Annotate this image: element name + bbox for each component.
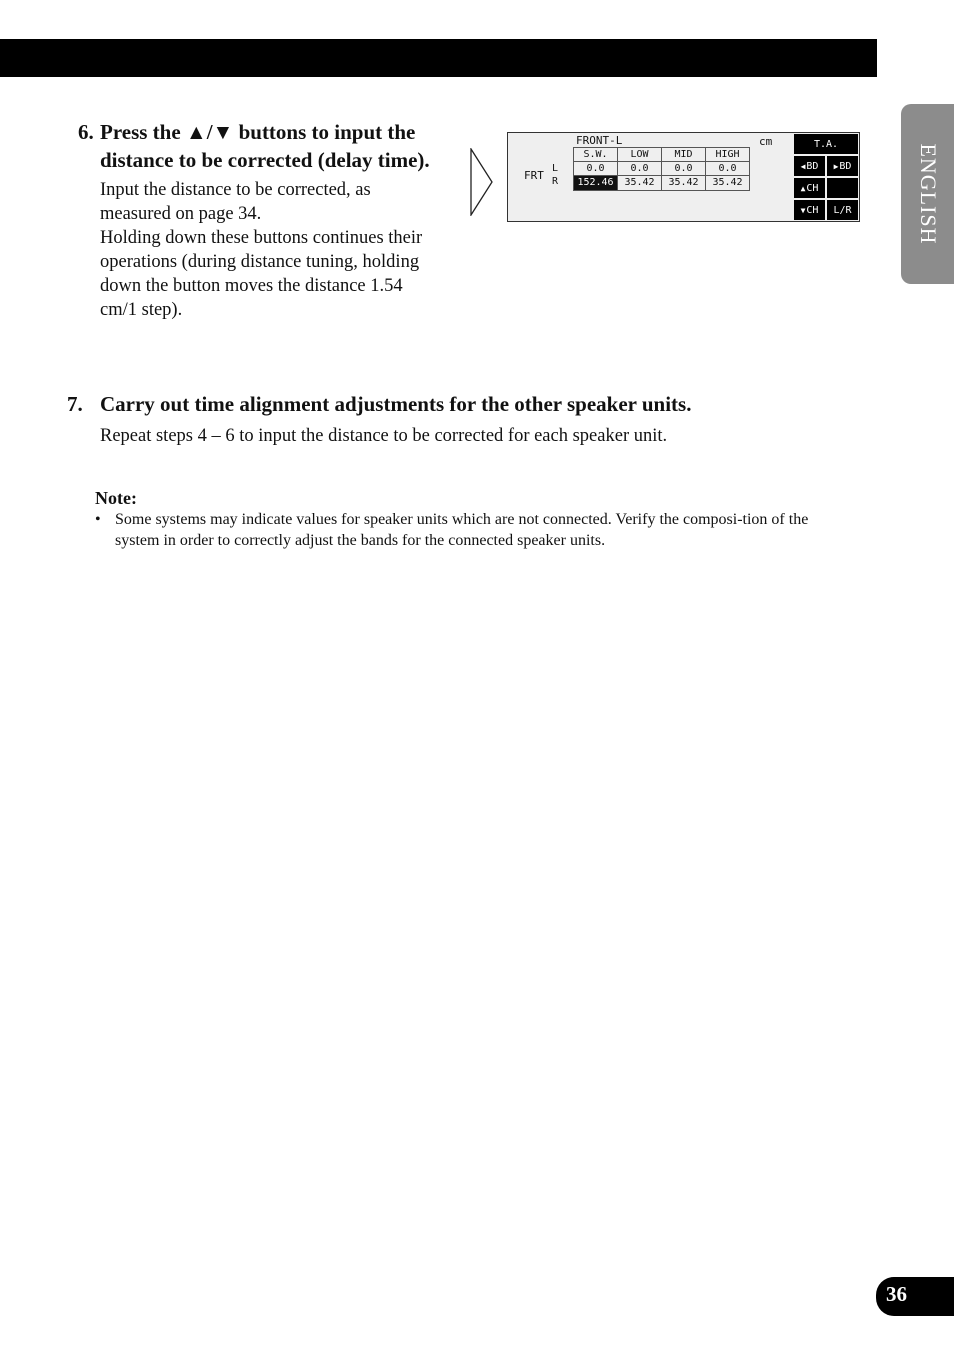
step-6 <box>78 118 438 322</box>
step-7-body: Repeat steps 4 – 6 to input the distance to be corrected for each speaker unit. <box>100 426 668 446</box>
display-row-label-r: R <box>552 176 559 187</box>
value-l-high: 0.0 <box>706 162 750 176</box>
blank-button <box>827 178 858 198</box>
column-header-sw: S.W. <box>574 148 618 162</box>
step-6-body <box>100 178 438 322</box>
step-7-heading <box>67 390 867 418</box>
header-bar <box>0 39 877 77</box>
value-r-low: 35.42 <box>618 176 662 191</box>
triangle-down-icon: ▼ <box>800 205 806 215</box>
display-title: FRONT-L <box>576 134 623 147</box>
step-6-paragraph-2: Holding down these buttons continues their operations (during distance tuning, holding down the button moves the distance 1.54 cm/1 step). <box>100 228 423 320</box>
display-button-panel <box>794 134 858 220</box>
column-header-low: LOW <box>618 148 662 162</box>
page-number: 36 <box>886 1282 907 1306</box>
channel-up-button[interactable] <box>794 178 825 198</box>
step-6-heading <box>78 118 438 174</box>
value-r-mid: 35.42 <box>662 176 706 191</box>
value-l-mid: 0.0 <box>662 162 706 176</box>
note-item-text: Some systems may indicate values for speaker units which are not connected. Verify the composi-tion of the system in order to correctly adjust the bands for the connected speaker units. <box>115 511 809 549</box>
note-item <box>95 509 840 551</box>
display-row-group-label: FRT <box>524 169 544 182</box>
note <box>95 487 840 551</box>
value-r-sw-selected: 152.46 <box>574 176 618 191</box>
step-7-number: 7. <box>67 392 83 416</box>
language-tab-label: ENGLISH <box>915 143 941 245</box>
display-value-grid <box>573 147 750 191</box>
band-left-label: BD <box>806 160 819 172</box>
display-unit: cm <box>759 135 773 148</box>
note-label: Note: <box>95 488 137 508</box>
ta-mode-label: T.A. <box>813 138 839 150</box>
step-7 <box>67 390 867 448</box>
channel-down-label: CH <box>806 204 819 216</box>
time-alignment-display <box>507 132 860 222</box>
triangle-up-icon: ▲ <box>800 183 806 193</box>
value-l-low: 0.0 <box>618 162 662 176</box>
step-7-title: Carry out time alignment adjustments for the other speaker units. <box>100 392 692 416</box>
ta-mode-button[interactable] <box>794 134 858 154</box>
column-header-mid: MID <box>662 148 706 162</box>
band-right-button[interactable] <box>827 156 858 176</box>
triangle-left-icon: ◀ <box>800 161 806 171</box>
language-tab <box>901 104 954 284</box>
step-6-number: 6. <box>78 120 94 144</box>
step-6-paragraph-1: Input the distance to be corrected, as measured on page 34. <box>100 180 371 224</box>
triangle-right-icon: ▶ <box>833 161 839 171</box>
left-right-label: L/R <box>833 204 852 216</box>
pointer-arrow-icon <box>470 148 494 216</box>
bullet-icon: • <box>95 511 101 528</box>
band-right-label: BD <box>839 160 852 172</box>
step-6-title: Press the ▲/▼ buttons to input the distance to be corrected (delay time). <box>100 120 430 172</box>
page-number-badge <box>876 1277 954 1316</box>
column-header-high: HIGH <box>706 148 750 162</box>
channel-up-label: CH <box>806 182 819 194</box>
left-right-button[interactable] <box>827 200 858 220</box>
band-left-button[interactable] <box>794 156 825 176</box>
display-row-label-l: L <box>552 163 559 174</box>
channel-down-button[interactable] <box>794 200 825 220</box>
value-r-high: 35.42 <box>706 176 750 191</box>
value-l-sw: 0.0 <box>574 162 618 176</box>
